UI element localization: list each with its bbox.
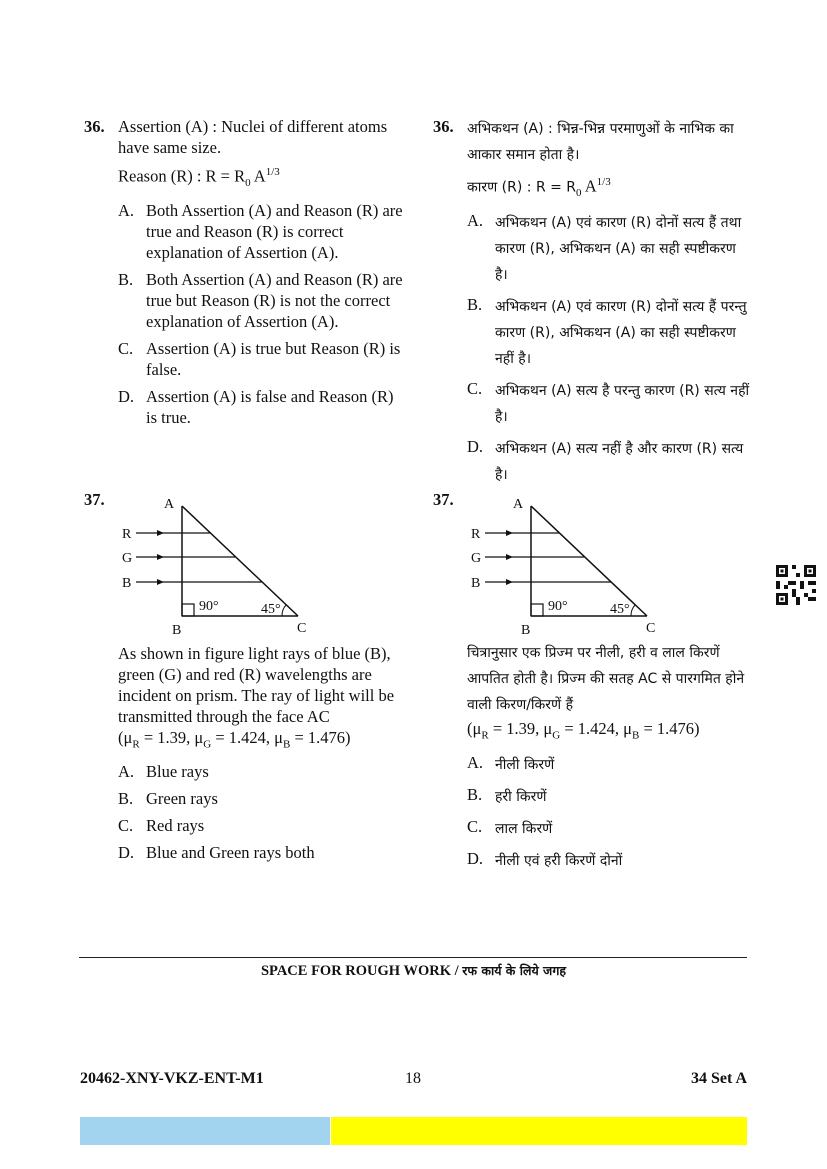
question-36-hindi [433,116,753,488]
ray-b-label: B [122,576,132,591]
question-number: 37. [84,490,105,509]
angle-90-label: 90° [199,599,219,614]
question-36-english [84,116,404,428]
prism-figure-hindi [459,492,669,640]
reason-text: Reason (R) : $R = R_0$ $A^{1/3}$ [118,166,280,189]
footer-color-bar-yellow [331,1117,747,1145]
page-number: 18 [405,1070,421,1087]
reason-text: कारण (R) : $R = R_0$ $A^{1/3}$ [467,176,611,199]
assertion-text: Assertion (A) : Nuclei of different atoms have same size. [118,117,388,157]
option-d[interactable]: D. अभिकथन (A) सत्य नहीं है और कारण (R) सत्य है। [467,436,744,483]
vertex-a-label: A [513,497,524,512]
footer-color-bar-blue [80,1117,330,1145]
ray-b-label: B [471,576,481,591]
option-b[interactable]: B. अभिकथन (A) एवं कारण (R) दोनों सत्य हैं परन्तु कारण (R), अभिकथन (A) का सही स्पष्टीकरण नहीं है। [467,294,747,367]
options-list [118,761,404,863]
ray-g-label: G [471,551,482,566]
option-a[interactable]: A. Blue rays [118,762,209,782]
question-number: 36. [433,117,454,136]
set-label: 34 Set A [691,1070,747,1087]
vertex-a-label: A [164,497,175,512]
option-b[interactable]: B. Green rays [118,789,218,809]
booklet-code: 20462-XNY-VKZ-ENT-M1 [80,1070,264,1087]
rough-work-heading: SPACE FOR ROUGH WORK / रफ कार्य के लिये जगह [260,963,567,979]
option-a[interactable]: A. Both Assertion (A) and Reason (R) are true and Reason (R) is correct explanation of Assertion (A). [118,200,403,262]
option-b[interactable]: B. हरी किरणें [467,785,547,806]
incident-rays [485,530,611,585]
option-a[interactable]: A. अभिकथन (A) एवं कारण (R) दोनों सत्य हैं तथा कारण (R), अभिकथन (A) का सही स्पष्टीकरण है। [467,210,742,283]
option-d[interactable]: D. नीली एवं हरी किरणें दोनों [467,849,623,870]
angle-45-label: 45° [261,602,281,617]
question-number: 36. [84,117,105,136]
qr-code-icon [776,565,816,605]
assertion-text: अभिकथन (A) : भिन्न-भिन्न परमाणुओं के नाभिक का आकार समान होता है। [467,121,734,163]
angle-45-label: 45° [610,602,630,617]
option-b[interactable]: B. Both Assertion (A) and Reason (R) are true but Reason (R) is not the correct explanation of Assertion (A). [118,269,403,331]
options-list [467,752,753,874]
question-stem: As shown in figure light rays of blue (B), green (G) and red (R) wavelengths are incident on prism. The ray of light will be transmitted through the face AC [118,644,395,726]
question-number: 37. [433,490,454,509]
angle-90-label: 90° [548,599,568,614]
vertex-c-label: C [646,621,656,636]
vertex-b-label: B [172,623,182,638]
options-list [118,200,404,428]
question-37-hindi-body [433,640,753,874]
vertex-c-label: C [297,621,307,636]
ray-g-label: G [122,551,133,566]
incident-rays [136,530,262,585]
vertex-b-label: B [521,623,531,638]
question-stem: चित्रानुसार एक प्रिज्म पर नीली, हरी व लाल किरणें आपतित होती है। प्रिज्म की सतह AC से पारगमित होने वाली किरण/किरणें हैं [467,645,745,713]
option-c[interactable]: C. अभिकथन (A) सत्य है परन्तु कारण (R) सत्य नहीं है। [467,378,750,425]
ray-r-label: R [122,527,132,542]
question-37-english-body [84,643,404,863]
ray-r-label: R [471,527,481,542]
option-d[interactable]: D. Assertion (A) is false and Reason (R) is true. [118,386,394,427]
rough-work-divider [79,957,747,958]
option-c[interactable]: C. Assertion (A) is true but Reason (R) is false. [118,338,401,379]
prism-figure [110,492,320,640]
options-list [467,210,753,488]
option-d[interactable]: D. Blue and Green rays both [118,843,315,863]
option-c[interactable]: C. Red rays [118,816,205,836]
option-a[interactable]: A. नीली किरणें [467,753,555,774]
refractive-indices: ($\mu_R = 1.39$, $\mu_G = 1.424$, $\mu_B = 1.476$) [467,719,700,742]
option-c[interactable]: C. लाल किरणें [467,817,553,838]
refractive-indices: ($\mu_R = 1.39$, $\mu_G = 1.424$, $\mu_B = 1.476$) [118,728,351,751]
